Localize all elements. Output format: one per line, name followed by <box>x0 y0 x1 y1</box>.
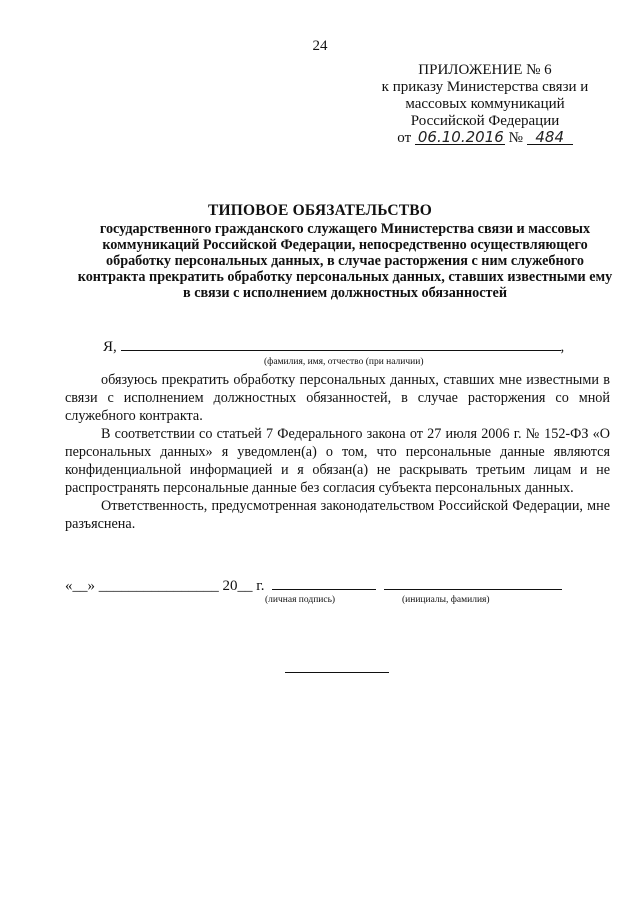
signature-line <box>65 577 562 595</box>
body-text <box>65 371 610 533</box>
page-number: 24 <box>312 38 328 54</box>
handwritten-number: 484 <box>527 130 573 145</box>
end-divider <box>285 672 389 673</box>
paragraph-1: обязуюсь прекратить обработку персональных данных, ставших мне известными в связи с исполнением должностных обязанностей, в случае расторжения со мной служебного контракта. <box>65 372 610 424</box>
appendix-line-1: к приказу Министерства связи и <box>381 79 589 95</box>
appendix-line-2: массовых коммуникаций <box>405 96 565 112</box>
handwritten-date: 06.10.2016 <box>415 130 505 145</box>
paragraph-3: Ответственность, предусмотренная законодательством Российской Федерации, мне разъяснена. <box>65 498 610 532</box>
appendix-date-line <box>365 130 605 147</box>
number-label: № <box>508 130 523 146</box>
signature-caption: (личная подпись) <box>265 595 336 605</box>
declarant-name-field[interactable] <box>121 338 561 351</box>
declarant-caption: (фамилия, имя, отчество (при наличии) <box>264 357 424 367</box>
paragraph-2: В соответствии со статьей 7 Федерального закона от 27 июля 2006 г. № 152-ФЗ «О персональных данных» я уведомлен(а) о том, что персональные данные являются конфиденциальной информацией и я обязан(а) не раскрывать третьим лицам и не распространять персональные данные без согласия субъекта персональных данных. <box>65 426 610 496</box>
signature-field[interactable] <box>272 577 376 590</box>
appendix-line-3: Российской Федерации <box>410 113 560 129</box>
declarant-suffix: , <box>560 339 565 355</box>
declarant-prefix: Я, <box>103 339 117 355</box>
document-title: ТИПОВОЕ ОБЯЗАТЕЛЬСТВО <box>207 202 433 219</box>
signature-date: «__» ________________ 20__ г. <box>65 578 265 594</box>
name-field[interactable] <box>384 577 562 590</box>
declarant-line <box>103 338 564 356</box>
document-subtitle: государственного гражданского служащего Министерства связи и массовых коммуникаций Российской Федерации, непосредственно осуществляющего обработку персональных данных, в случае расторжения с ним служебного контракта прекратить обработку персональных данных, ставших известными ему в связи с исполнением должностных обязанностей <box>77 221 613 301</box>
from-label: от <box>397 130 412 146</box>
appendix-title: ПРИЛОЖЕНИЕ № 6 <box>418 62 552 78</box>
appendix-block <box>365 62 605 147</box>
name-caption: (инициалы, фамилия) <box>402 595 490 605</box>
